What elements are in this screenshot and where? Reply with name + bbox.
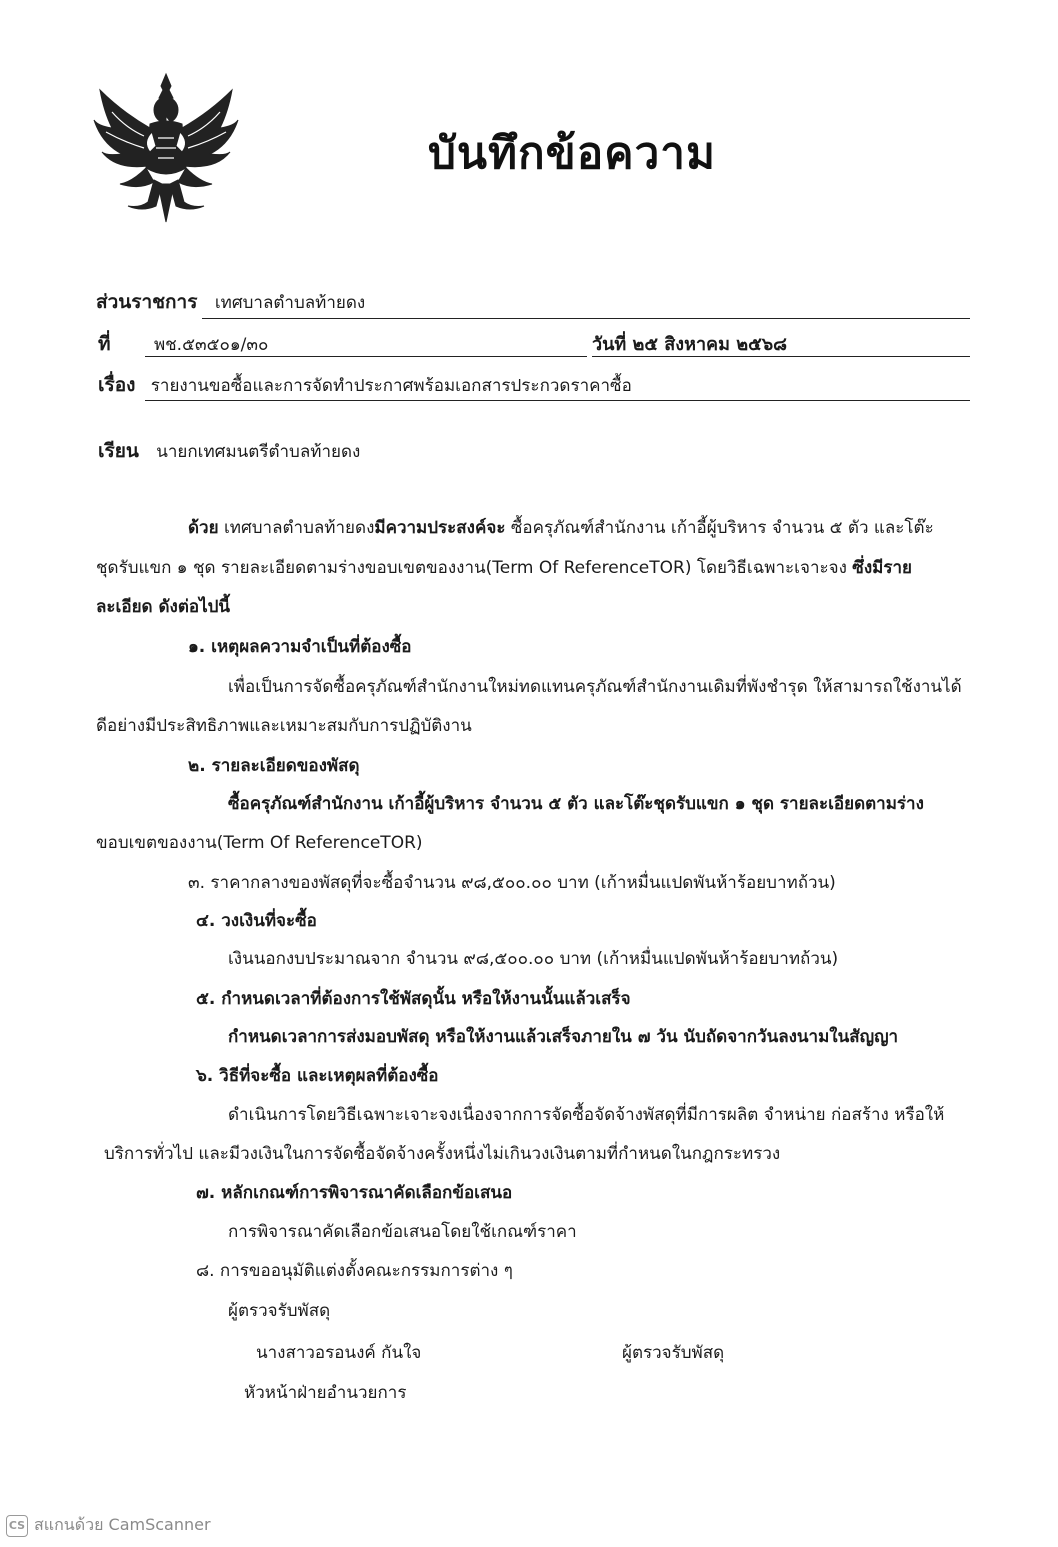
item-5-heading: ๕. กำหนดเวลาที่ต้องการใช้พัสดุนั้น หรือให้งานนั้นแล้วเสร็จ [196,989,631,1009]
item-6-line-2: บริการทั่วไป และมีวงเงินในการจัดซื้อจัดจ้างครั้งหนึ่งไม่เกินวงเงินตามที่กำหนดในกฎกระทรวง [104,1144,781,1164]
camscanner-logo-icon: CS [6,1515,28,1537]
intro-line-3: ละเอียด ดังต่อไปนี้ [96,597,231,617]
item-1-line-2: ดีอย่างมีประสิทธิภาพและเหมาะสมกับการปฏิบัติงาน [96,716,472,736]
salutation-row [98,436,360,466]
reference-underline [145,356,587,357]
reference-number: พช.๕๓๕๐๑/๓๐ [153,335,269,355]
item-2-line-1: ซื้อครุภัณฑ์สำนักงาน เก้าอี้ผู้บริหาร จำนวน ๕ ตัว และโต๊ะชุดรับแขก ๑ ชุด รายละเอียดตามร่าง [228,794,924,814]
reference-label: ที่ [98,333,111,355]
subject-value: รายงานขอซื้อและการจัดทำประกาศพร้อมเอกสารประกวดราคาซื้อ [150,376,632,396]
subject-underline [145,400,970,401]
subject-row [98,370,632,400]
committee-member-position: หัวหน้าฝ่ายอำนวยการ [244,1383,407,1403]
item-6-heading: ๖. วิธีที่จะซื้อ และเหตุผลที่ต้องซื้อ [196,1066,439,1086]
document-title: บันทึกข้อความ [428,128,717,179]
department-label: ส่วนราชการ [96,291,198,313]
item-2-heading: ๒. รายละเอียดของพัสดุ [188,756,360,776]
intro-intent: มีความประสงค์จะ [374,518,506,538]
garuda-emblem-icon [92,72,240,224]
item-7-line-1: การพิจารณาคัดเลือกข้อเสนอโดยใช้เกณฑ์ราคา [228,1222,577,1242]
salutation-label: เรียน [98,440,139,462]
item-8-heading: ๘. การขออนุมัติแต่งตั้งคณะกรรมการต่าง ๆ [196,1261,513,1281]
department-underline [202,318,970,319]
intro-line-1 [188,514,934,541]
intro-agency: เทศบาลตำบลท้ายดง [223,518,375,538]
item-4-heading: ๔. วงเงินที่จะซื้อ [196,911,317,931]
item-1-heading: ๑. เหตุผลความจำเป็นที่ต้องซื้อ [188,637,412,657]
reference-row [98,329,268,359]
item-5-line-1: กำหนดเวลาการส่งมอบพัสดุ หรือให้งานแล้วเสร็จภายใน ๗ วัน นับถัดจากวันลงนามในสัญญา [228,1027,899,1047]
item-3-heading: ๓. ราคากลางของพัสดุที่จะซื้อจำนวน ๙๘,๕๐๐.๐๐ บาท (เก้าหมื่นแปดพันห้าร้อยบาทถ้วน) [188,873,836,893]
committee-member-name: นางสาวอรอนงค์ กันใจ [256,1343,422,1363]
document-date: วันที่ ๒๕ สิงหาคม ๒๕๖๘ [592,334,788,355]
scanner-footer [6,1513,211,1538]
intro-details-bold: ซึ่งมีราย [852,558,912,578]
intro-line-2 [96,554,912,581]
item-7-heading: ๗. หลักเกณฑ์การพิจารณาคัดเลือกข้อเสนอ [196,1183,513,1203]
scanner-text: สแกนด้วย CamScanner [34,1515,211,1534]
subject-label: เรื่อง [98,374,136,396]
item-1-line-1: เพื่อเป็นการจัดซื้อครุภัณฑ์สำนักงานใหม่ทดแทนครุภัณฑ์สำนักงานเดิมที่พังชำรุด ให้สามารถใช้งานได้ [228,677,962,697]
department-row [96,287,365,317]
department-value: เทศบาลตำบลท้ายดง [214,293,366,313]
item-8-subheading: ผู้ตรวจรับพัสดุ [228,1301,331,1321]
intro-details: ชุดรับแขก ๑ ชุด รายละเอียดตามร่างขอบเขตของงาน(Term Of ReferenceTOR) โดยวิธีเฉพาะเจาะจง [96,558,847,578]
date-underline [592,356,970,357]
intro-purchase: ซื้อครุภัณฑ์สำนักงาน เก้าอี้ผู้บริหาร จำนวน ๕ ตัว และโต๊ะ [510,518,934,538]
salutation-value: นายกเทศมนตรีตำบลท้ายดง [156,442,361,462]
item-4-line-1: เงินนอกงบประมาณจาก จำนวน ๙๘,๕๐๐.๐๐ บาท (เก้าหมื่นแปดพันห้าร้อยบาทถ้วน) [228,949,839,969]
item-2-line-2: ขอบเขตของงาน(Term Of ReferenceTOR) [96,833,423,853]
committee-member-role: ผู้ตรวจรับพัสดุ [622,1343,725,1363]
intro-lead: ด้วย [188,518,219,538]
item-6-line-1: ดำเนินการโดยวิธีเฉพาะเจาะจงเนื่องจากการจัดซื้อจัดจ้างพัสดุที่มีการผลิต จำหน่าย ก่อสร้าง หรือให้ [228,1105,945,1125]
